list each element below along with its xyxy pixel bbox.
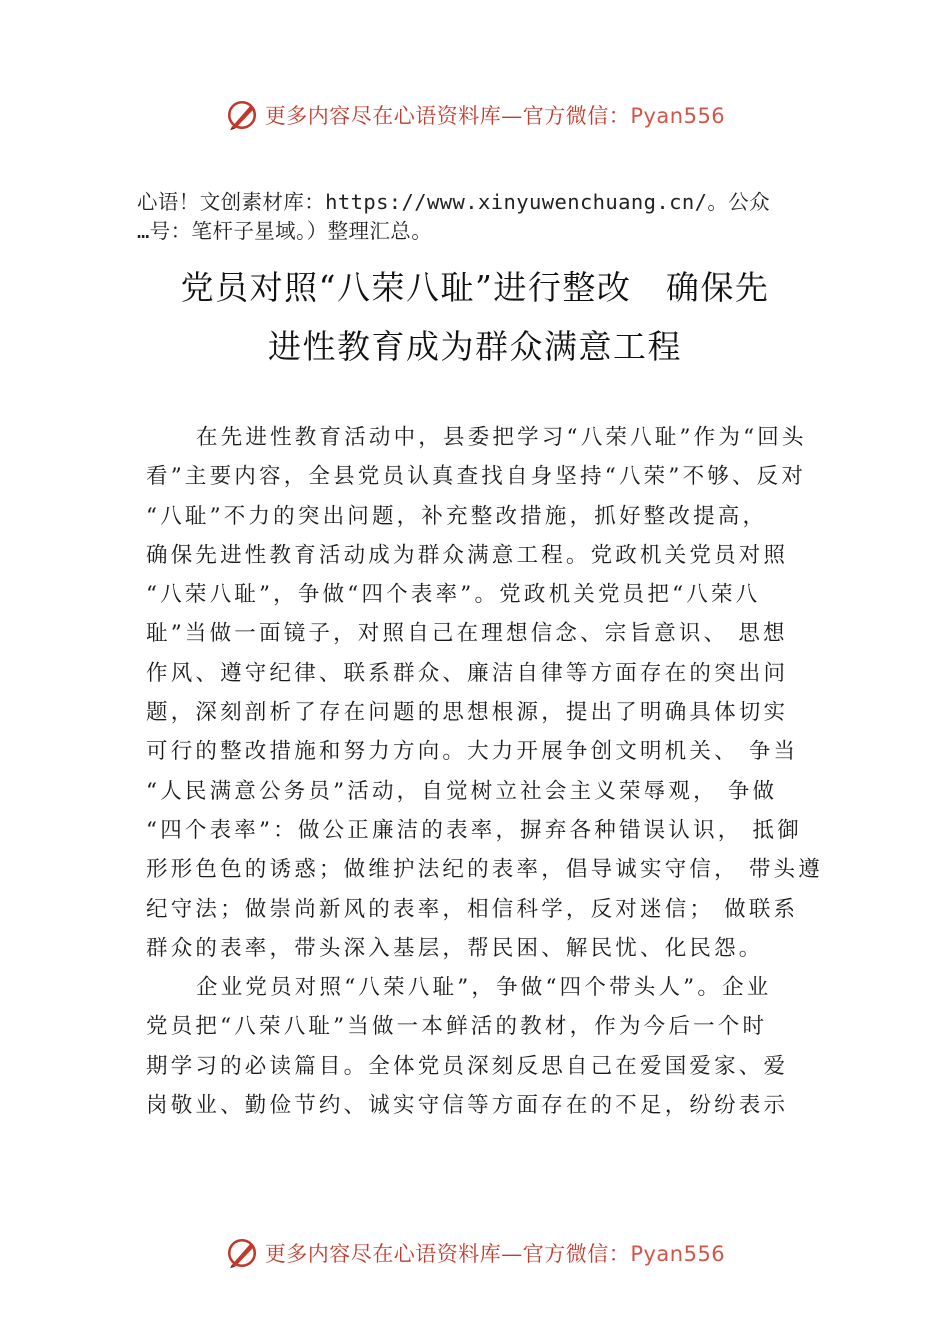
body-line: 耻”当做一面镜子，对照自己在理想信念、宗旨意识、 思想 (146, 621, 788, 647)
body-line: “八耻”不力的突出问题，补充整改措施，抓好整改提高， (146, 503, 768, 529)
body-line: “四个表率”：做公正廉洁的表率，摒弃各种错误认识， 抵御 (146, 817, 802, 843)
body-line: 期学习的必读篇目。全体党员深刻反思自己在爱国爱家、爱 (146, 1053, 789, 1079)
footer-banner (0, 1233, 950, 1273)
source-line: 心语！文创素材库：https://www.xinyuwenchuang.cn/。公众 (137, 190, 771, 214)
body-line: 岗敬业、勤俭节约、诚实守信等方面存在的不足，纷纷表示 (146, 1093, 789, 1119)
pen-logo-icon (225, 1236, 259, 1270)
banner-text: 更多内容尽在心语资料库—官方微信：Pyan556 (264, 104, 726, 128)
article-body (146, 418, 826, 1125)
banner-handle: Pyan556 (630, 1242, 726, 1266)
document-title (0, 258, 950, 376)
header-banner (0, 95, 950, 135)
body-line: 党员把“八荣八耻”当做一本鲜活的教材，作为今后一个时 (146, 1014, 768, 1040)
body-line: 题，深刻剖析了存在问题的思想根源，提出了明确具体切实 (146, 700, 789, 726)
pen-logo-icon (225, 98, 259, 132)
body-line: 在先进性教育活动中，县委把学习“八荣八耻”作为“回头 (196, 425, 807, 450)
banner-handle: Pyan556 (630, 104, 726, 128)
source-line: …号：笔杆子星域。）整理汇总。 (137, 219, 433, 243)
body-line: 群众的表率，带头深入基层，帮民困、解民忧、化民怨。 (146, 935, 764, 961)
body-line: 确保先进性教育活动成为群众满意工程。党政机关党员对照 (146, 542, 789, 568)
body-line: 形形色色的诱惑；做维护法纪的表率，倡导诚实守信， 带头遵 (146, 857, 823, 883)
body-line: “人民满意公务员”活动，自觉树立社会主义荣辱观， 争做 (146, 778, 778, 804)
body-line: 企业党员对照“八荣八耻”，争做“四个带头人”。企业 (196, 975, 772, 1001)
title-line: 党员对照“八荣八耻”进行整改 确保先 (180, 268, 770, 307)
title-line: 进性教育成为群众满意工程 (268, 327, 682, 366)
banner-text: 更多内容尽在心语资料库—官方微信：Pyan556 (264, 1242, 726, 1266)
body-line: 看”主要内容，全县党员认真查找自身坚持“八荣”不够、反对 (146, 464, 807, 490)
source-note (137, 188, 827, 246)
body-line: 可行的整改措施和努力方向。大力开展争创文明机关、 争当 (146, 739, 799, 765)
body-line: 作风、遵守纪律、联系群众、廉洁自律等方面存在的突出问 (146, 660, 789, 686)
body-line: “八荣八耻”，争做“四个表率”。党政机关党员把“八荣八 (146, 582, 761, 608)
body-line: 纪守法；做崇尚新风的表率，相信科学，反对迷信； 做联系 (146, 896, 799, 922)
